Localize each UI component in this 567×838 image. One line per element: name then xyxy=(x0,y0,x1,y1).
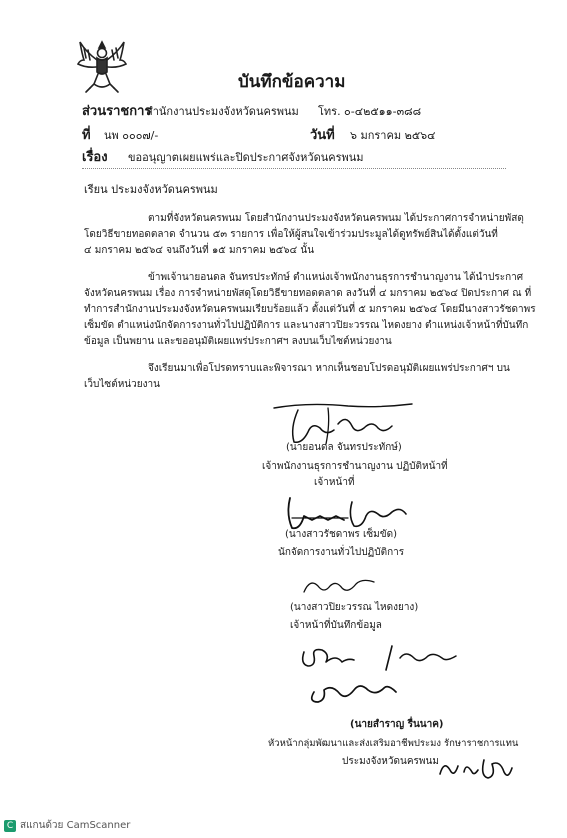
signer1-name: (นายอนดล จันทรประทักษ์) xyxy=(286,442,402,453)
approver-position-2: ประมงจังหวัดนครพนม xyxy=(342,756,439,767)
signer3-name: (นางสาวปิยะวรรณ ไหดงยาง) xyxy=(290,602,419,613)
para2-line1: ข้าพเจ้านายอนดล จันทรประทักษ์ ตำแหน่งเจ้าพนักงานธุรการชำนาญงาน ได้นำประกาศ xyxy=(148,272,524,283)
camscanner-badge xyxy=(4,818,130,833)
approval-handwriting xyxy=(296,640,506,710)
header-divider xyxy=(82,168,506,169)
para2-line3: ทำการสำนักงานประมงจังหวัดนครพนมเรียบร้อยแล้ว ตั้งแต่วันที่ ๕ มกราคม ๒๕๖๔ โดยมีนางสาวรัชดาพร xyxy=(84,304,536,315)
para1-line2: โดยวิธีขายทอดตลาด จำนวน ๕๓ รายการ เพื่อให้ผู้สนใจเข้าร่วมประมูลได้ดูทรัพย์สินได้ตั้งแต่วันที่ xyxy=(84,229,498,240)
signer1-position-2: เจ้าหน้าที่ xyxy=(314,477,355,488)
para3-line1: จึงเรียนมาเพื่อโปรดทราบและพิจารณา หากเห็นชอบโปรดอนุมัติเผยแพร่ประกาศฯ บน xyxy=(148,363,510,374)
memo-title: บันทึกข้อความ xyxy=(238,72,346,92)
agency-value: สำนักงานประมงจังหวัดนครพนม xyxy=(146,105,299,118)
para2-line5: ข้อมูล เป็นพยาน และขออนุมัติเผยแพร่ประกาศฯ ลงบนเว็บไซต์หน่วยงาน xyxy=(84,336,392,347)
signer2-name: (นางสาวรัชดาพร เซ็มขัด) xyxy=(285,529,398,540)
camscanner-icon: C xyxy=(4,820,16,832)
doc-no-label: ที่ xyxy=(82,128,91,143)
subject-label: เรื่อง xyxy=(82,150,108,165)
garuda-emblem xyxy=(76,38,128,94)
para3-line2: เว็บไซต์หน่วยงาน xyxy=(84,379,160,390)
approval-date-handwriting xyxy=(436,752,516,786)
signature-3 xyxy=(300,572,380,602)
signer1-position-1: เจ้าพนักงานธุรการชำนาญงาน ปฏิบัติหน้าที่ xyxy=(262,461,448,472)
approver-name: (นายสำราญ รื่นนาค) xyxy=(350,719,444,730)
para1-line3: ๔ มกราคม ๒๕๖๔ จนถึงวันที่ ๑๕ มกราคม ๒๕๖๔ นั้น xyxy=(84,245,315,256)
para2-line2: จังหวัดนครพนม เรื่อง การจำหน่ายพัสดุโดยวิธีขายทอดตลาด ลงวันที่ ๔ มกราคม ๒๕๖๔ ปิดประกาศ ณ ที่ xyxy=(84,288,532,299)
para1-line1: ตามที่จังหวัดนครพนม โดยสำนักงานประมงจังหวัดนครพนม ได้ประกาศการจำหน่ายพัสดุ xyxy=(148,213,524,224)
camscanner-label: สแกนด้วย CamScanner xyxy=(20,820,131,831)
agency-label: ส่วนราชการ xyxy=(82,104,152,119)
signer2-position: นักจัดการงานทั่วไปปฏิบัติการ xyxy=(278,547,405,558)
date-value: ๖ มกราคม ๒๕๖๔ xyxy=(350,129,436,142)
addressee: เรียน ประมงจังหวัดนครพนม xyxy=(84,183,218,196)
doc-no-value: นพ ๐๐๐๗/- xyxy=(104,129,159,142)
subject-value: ขออนุญาตเผยแพร่และปิดประกาศจังหวัดนครพนม xyxy=(128,151,364,164)
date-label: วันที่ xyxy=(310,128,335,143)
para2-line4: เซ็มขัด ตำแหน่งนักจัดการงานทั่วไปปฏิบัติการ และนางสาวปิยะวรรณ ไหดงยาง ตำแหน่งเจ้าหน้าที่บันทึก xyxy=(84,320,529,331)
phone-value: โทร. ๐-๔๒๕๑๑-๓๘๘ xyxy=(318,105,422,118)
approver-position-1: หัวหน้ากลุ่มพัฒนาและส่งเสริมอาชีพประมง รักษาราชการแทน xyxy=(268,738,519,749)
signer3-position: เจ้าหน้าที่บันทึกข้อมูล xyxy=(290,620,382,631)
